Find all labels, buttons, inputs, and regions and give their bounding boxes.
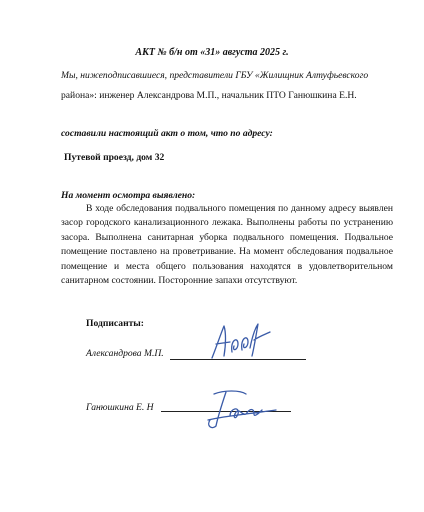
intro-line-1: Мы, нижеподписавшиеся, представители ГБУ «Жилищник Алтуфьевского (61, 70, 369, 81)
signature-1-icon (204, 318, 272, 364)
compose-statement: составили настоящий акт о том, что по адресу: (61, 128, 273, 139)
signer-1-name: Александрова М.П. (86, 348, 164, 359)
address: Путевой проезд, дом 32 (64, 152, 165, 163)
signer-2-name: Ганюшкина Е. Н (86, 402, 154, 413)
signature-2-icon (200, 386, 280, 432)
document-title: АКТ № б/н от «31» августа 2025 г. (135, 47, 289, 58)
findings-paragraph: В ходе обследования подвального помещения по данному адресу выявлен засор городского канализационного лежака. Выполнены работы по устранению засора. Выполнена санитарная уборка подвального помещения. Подвальное помещение поставлено на проветривание. На момент обследования подвальное помещение и места общего пользования находятся в удовлетворительном санитарном состоянии. Посторонние запахи отсутствуют. (61, 203, 393, 287)
findings-heading: На момент осмотра выявлено: (61, 190, 196, 201)
signatories-heading: Подписанты: (86, 318, 144, 329)
intro-line-2: района»: инженер Александрова М.П., начальник ПТО Ганюшкина Е.Н. (61, 90, 357, 101)
